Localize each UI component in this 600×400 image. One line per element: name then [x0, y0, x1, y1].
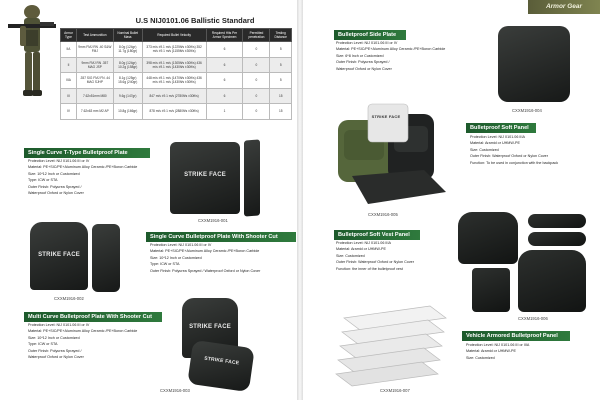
spec-line: Material: PE+SIC/PE+Aluminum Alloy Ceramic /PE+Boron Carbide — [28, 329, 138, 334]
table-header-cell: Required Bullet Velocity — [142, 29, 206, 42]
table-header-cell: Permitted penetration — [243, 29, 270, 42]
spec-list — [28, 322, 168, 360]
table-cell: 847 m/s ±9.1 m/s (2780ft/s ±30ft/s) — [142, 88, 206, 104]
product-caption: CXXM1916-001 — [198, 218, 228, 223]
t-type-plate-side-image — [244, 139, 260, 216]
spec-line: Material: PE+SIC/PE+Aluminum Alloy Ceramic /PE+Boron Carbide — [150, 249, 260, 254]
brand-banner: Armor Gear — [528, 0, 600, 14]
table-cell: 9mm FMJ RN .40 S&W FMJ — [76, 42, 113, 58]
shooter-cut-plate-image — [30, 222, 88, 290]
table-cell: 878 m/s ±9.1 m/s (2880ft/s ±30ft/s) — [142, 104, 206, 120]
spec-line: Protection Level: NIJ 0101.06 III or IIIA — [466, 343, 530, 347]
table-cell: III — [61, 88, 77, 104]
spec-line: Material: Aramid or UHMW-PE — [466, 349, 516, 354]
table-header-cell: Armor Type — [61, 29, 77, 42]
table-cell: 8.0g (124gr) 11.7g (180gr) — [113, 42, 142, 58]
spec-line: Waterproof Oxford or Nylon Cover — [28, 191, 84, 196]
table-cell: 6 — [206, 88, 243, 104]
table-row — [61, 57, 292, 73]
table-cell: 0 — [243, 42, 270, 58]
table-header-cell: Nominal Bullet Mass — [113, 29, 142, 42]
spec-line: Protection Level: NIJ 0101.06 III or IV — [28, 159, 90, 163]
soldier-image — [2, 2, 60, 122]
t-type-plate-image — [170, 142, 240, 214]
table-header-cell: Test Ammunition — [76, 29, 113, 42]
table-cell: 398 m/s ±9.1 m/s (1305ft/s ±30ft/s) 436 m/s ±9.1 m/s (1430ft/s ±30ft/s) — [142, 57, 206, 73]
spec-line: Protection Level: NIJ 0101.06 IIIA — [470, 135, 525, 139]
spec-line: Outer Finish: Polyurea Sprayed / — [336, 60, 390, 65]
table-row — [61, 42, 292, 58]
spec-line: Function: To be used in conjunction with the backpack — [470, 160, 559, 165]
spec-line: Type: ICW or STA — [28, 342, 58, 347]
spec-line: Type: ICW or STA — [150, 262, 180, 267]
spec-line: Outer Finish: Polyurea Sprayed / Waterproof Oxford or Nylon Cover — [150, 268, 261, 273]
product-caption: CXXM1916-006 — [518, 316, 548, 321]
product-caption: CXXM1916-007 — [380, 388, 410, 393]
vest-collar-image — [528, 232, 586, 246]
table-cell: 6 — [206, 57, 243, 73]
table-cell: 6 — [206, 42, 243, 58]
table-cell: 7.62x63 mm M2 AP — [76, 104, 113, 120]
table-header-cell: Testing Distance — [270, 29, 292, 42]
table-cell: 0 — [243, 88, 270, 104]
table-cell: 10.8g (166gr) — [113, 104, 142, 120]
multi-curve-plate-back-image — [187, 340, 255, 392]
table-cell: IIIA — [61, 73, 77, 89]
section-title-shooter-cut-plate: Single Curve Bulletproof Plate With Shooter Cut — [146, 232, 296, 242]
spec-line: Outer Finish: Polyurea Sprayed / — [28, 348, 82, 353]
table-cell: IIA — [61, 42, 77, 58]
table-cell: 8.1g (125gr) 15.6g (240gr) — [113, 73, 142, 89]
plate-label: STRIKE FACE — [38, 252, 80, 258]
vehicle-panel-stack-image — [334, 300, 450, 390]
shooter-cut-plate-side-image — [92, 224, 120, 292]
spec-line: Size: 10*12 Inch or Customized — [150, 255, 202, 260]
table-cell: 0 — [243, 57, 270, 73]
spec-line: Type: ICW or STA — [28, 178, 58, 183]
section-title-soft-vest-panel: Bulletproof Soft Vest Panel — [334, 230, 420, 240]
plate-label: STRIKE FACE — [371, 114, 401, 119]
product-caption: CXXM1916-003 — [160, 388, 190, 393]
spec-line: Size: 6*8 Inch or Customized — [336, 53, 384, 58]
spec-list — [336, 40, 496, 72]
table-cell: 5 — [270, 42, 292, 58]
table-cell: II — [61, 57, 77, 73]
table-cell: 0 — [243, 73, 270, 89]
vest-panel-front-image — [458, 212, 518, 264]
table-header-row — [61, 29, 292, 42]
section-title-multi-curve-plate: Multi Curve Bulletproof Plate With Shooter Cut — [24, 312, 162, 322]
table-cell: 15 — [270, 88, 292, 104]
plate-label: STRIKE FACE — [189, 324, 231, 330]
table-title: U.S NIJ0101.06 Ballistic Standard — [135, 16, 255, 25]
spec-line: Outer Finish: Polyurea Sprayed / — [28, 184, 82, 189]
vest-side-panel-image — [472, 268, 510, 312]
spec-line: Size: 10*12 Inch or Customized — [28, 335, 80, 340]
product-caption: CXXM1916-005 — [368, 212, 398, 217]
table-cell: 9.6g (147gr) — [113, 88, 142, 104]
spec-line: Material: PE+SIC/PE+Aluminum Alloy Ceramic /PE+Boron Carbide — [336, 47, 446, 52]
product-caption: CXXM1916-004 — [512, 108, 542, 113]
spec-line: Size: 10*12 Inch or Customized — [28, 171, 80, 176]
section-title-soft-panel: Bulletproof Soft Panel — [466, 123, 536, 133]
section-title-t-type-plate: Single Curve T-Type Bulletproof Plate — [24, 148, 150, 158]
table-cell: 7.62x51mm M80 — [76, 88, 113, 104]
spec-line: Outer Finish: Waterproof Oxford or Nylon Cover — [470, 154, 548, 159]
table-cell: 5 — [270, 73, 292, 89]
table-row — [61, 73, 292, 89]
spec-line: Waterproof Oxford or Nylon Cover — [336, 66, 392, 71]
spec-line: Material: Aramid or UHMW-PE — [470, 141, 520, 146]
table-cell: 8.0g (124gr) 10.2g (158gr) — [113, 57, 142, 73]
table-cell: 1 — [206, 104, 243, 120]
vest-collar-image — [528, 214, 586, 228]
spec-line: Size: Customized — [470, 147, 499, 152]
table-cell: 6 — [206, 73, 243, 89]
spec-list — [466, 342, 586, 361]
plate-label: STRIKE FACE — [203, 355, 240, 367]
section-title-side-plate: Bulletproof Side Plate — [334, 30, 406, 40]
side-plate-image — [498, 26, 570, 102]
table-cell: 373 m/s ±9.1 m/s (1225ft/s ±30ft/s) 352 m/s ±9.1 m/s (1155ft/s ±30ft/s) — [142, 42, 206, 58]
spec-line: Outer Finish: Waterproof Oxford or Nylon Cover — [336, 260, 414, 265]
vest-panel-back-image — [518, 250, 586, 312]
plate-label: STRIKE FACE — [184, 172, 226, 178]
spec-line: Material: PE+SIC/PE+Aluminum Alloy Ceramic /PE+Boron Carbide — [28, 165, 138, 170]
table-cell: 9mm FMJ RN .357 MAG JSP — [76, 57, 113, 73]
page-fold-divider — [297, 0, 303, 400]
spec-line: Protection Level: NIJ 0101.06 IIIA — [336, 241, 391, 245]
table-cell: 448 m/s ±9.1 m/s (1470ft/s ±30ft/s) 436 m/s ±9.1 m/s (1430ft/s ±30ft/s) — [142, 73, 206, 89]
spec-line: Protection Level: NIJ 0101.06 III or IV — [28, 323, 90, 327]
table-cell: .357 SIG FMJ FN .44 MAG SJHP — [76, 73, 113, 89]
table-row — [61, 88, 292, 104]
table-cell: IV — [61, 104, 77, 120]
table-cell: 15 — [270, 104, 292, 120]
table-cell: 0 — [243, 104, 270, 120]
section-title-vehicle-panel: Vehicle Armored Bulletproof Panel — [462, 331, 570, 341]
ballistic-standard-table — [60, 28, 292, 120]
table-row — [61, 104, 292, 120]
spec-list — [150, 242, 296, 274]
product-caption: CXXM1916-002 — [54, 296, 84, 301]
spec-line: Size: Customized — [466, 355, 495, 360]
spec-line: Function: the inner of the bulletproof vest — [336, 266, 403, 271]
spec-line: Waterproof Oxford or Nylon Cover — [28, 355, 84, 360]
table-header-cell: Required Hits Per Armor Specimen — [206, 29, 243, 42]
spec-line: Protection Level: NIJ 0101.06 III or IV — [150, 243, 212, 247]
spec-list — [470, 134, 598, 166]
spec-line: Protection Level: NIJ 0101.06 III or IV — [336, 41, 398, 45]
spec-list — [28, 158, 168, 196]
spec-line: Material: Aramid or UHMW-PE — [336, 247, 386, 252]
spec-list — [336, 240, 456, 272]
spec-line: Size: Customized — [336, 253, 365, 258]
table-cell: 5 — [270, 57, 292, 73]
